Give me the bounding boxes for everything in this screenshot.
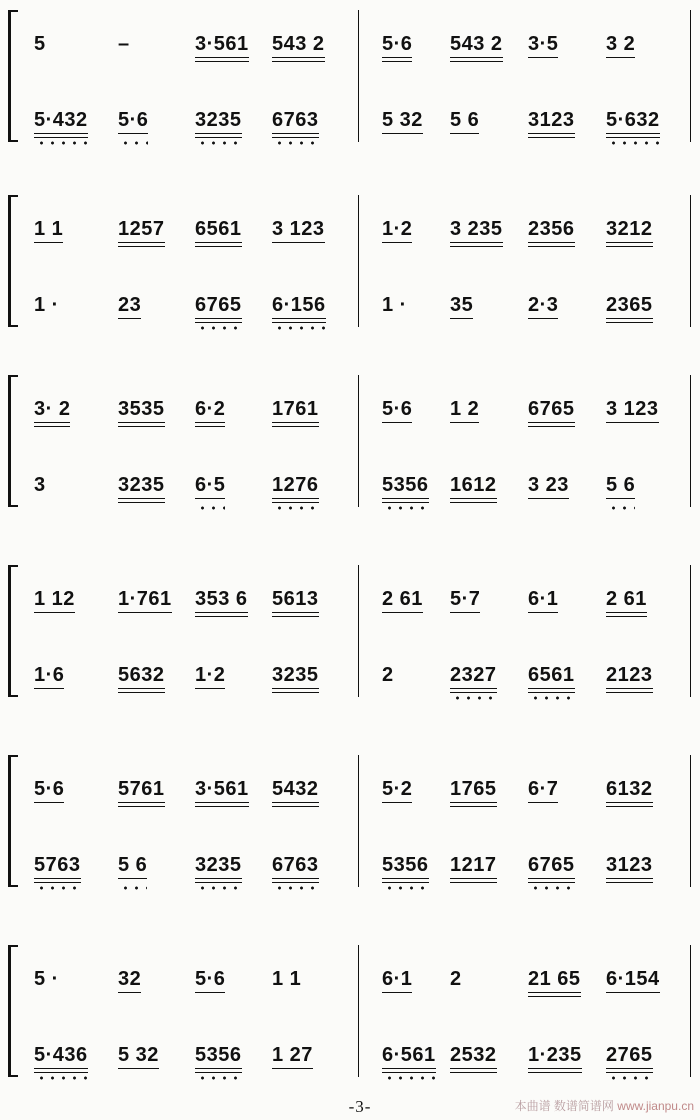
underline (528, 1068, 582, 1069)
note-group: 6765 (195, 291, 242, 319)
note-group: 3235 (195, 851, 242, 879)
note-group: 5356 (195, 1041, 242, 1069)
octave-dots (195, 325, 242, 331)
underline (118, 318, 141, 319)
underline-double (606, 137, 660, 138)
underline-double (118, 426, 165, 427)
underline (195, 878, 242, 879)
note-group: 35 (450, 291, 473, 319)
score-system (0, 565, 700, 697)
octave-dots (118, 140, 148, 146)
note-group: 2765 (606, 1041, 653, 1069)
note-group: 543 2 (450, 30, 503, 58)
note-group: 6·156 (272, 291, 326, 319)
note-group: 1257 (118, 215, 165, 243)
octave-dots (382, 885, 429, 891)
underline (382, 57, 412, 58)
underline (382, 1068, 436, 1069)
underline (450, 878, 497, 879)
note-group: 3 2 (606, 30, 635, 58)
note-group: 3123 (528, 106, 575, 134)
note-group: 5763 (34, 851, 81, 879)
underline-double (272, 692, 319, 693)
note-group: 3·561 (195, 775, 249, 803)
score-system (0, 195, 700, 327)
underline (118, 802, 165, 803)
note-group: 6·5 (195, 471, 225, 499)
note-group: 6·7 (528, 775, 558, 803)
underline-double (528, 692, 575, 693)
note-group: 1·761 (118, 585, 172, 613)
underline (528, 133, 575, 134)
note-group: 2 61 (382, 585, 423, 613)
note-group: 5·6 (382, 30, 412, 58)
underline-double (606, 616, 647, 617)
note-group: 1 1 (272, 968, 302, 990)
note-group: 1 2 (450, 395, 479, 423)
underline (606, 498, 635, 499)
note-group: 6561 (528, 661, 575, 689)
note-group: 1765 (450, 775, 497, 803)
note-group: 1·2 (382, 215, 412, 243)
note-group: 5·2 (382, 775, 412, 803)
page-number: -3- (348, 1097, 372, 1116)
underline (118, 688, 165, 689)
underline (528, 688, 575, 689)
underline (382, 498, 429, 499)
note-group: 1·2 (195, 661, 225, 689)
note-group: 2327 (450, 661, 497, 689)
underline-double (118, 806, 165, 807)
underline (606, 1068, 653, 1069)
note-group: 2 (382, 664, 394, 686)
underline-double (450, 502, 497, 503)
note-group: 6·1 (382, 965, 412, 993)
underline (450, 612, 480, 613)
note-group: 23 (118, 291, 141, 319)
underline-double (382, 1072, 436, 1073)
underline-double (34, 882, 81, 883)
underline (450, 318, 473, 319)
note-group: 1·235 (528, 1041, 582, 1069)
underline (382, 133, 423, 134)
score-system (0, 10, 700, 142)
underline-double (272, 137, 319, 138)
underline (272, 318, 326, 319)
underline-double (606, 246, 653, 247)
note-group: 5 · (34, 968, 59, 990)
underline (528, 422, 575, 423)
underline (34, 1068, 88, 1069)
underline-double (118, 692, 165, 693)
watermark-text: 本曲谱 数谱简谱网 (514, 1099, 614, 1113)
note-group: 5 6 (118, 851, 147, 879)
underline-double (34, 1072, 88, 1073)
underline (195, 242, 242, 243)
octave-dots (118, 885, 147, 891)
note-group: 6132 (606, 775, 653, 803)
underline-double (195, 882, 242, 883)
octave-dots (195, 1075, 242, 1081)
lower-part (0, 661, 700, 691)
note-group: 6765 (528, 395, 575, 423)
underline (195, 688, 225, 689)
note-group: 3 123 (272, 215, 325, 243)
underline (606, 133, 660, 134)
note-group: 5·7 (450, 585, 480, 613)
note-group: 5613 (272, 585, 319, 613)
underline (606, 422, 659, 423)
underline (606, 57, 635, 58)
note-group: 3235 (195, 106, 242, 134)
underline-double (528, 882, 575, 883)
underline-double (34, 426, 70, 427)
note-group: 1 · (382, 294, 407, 316)
underline (118, 133, 148, 134)
octave-dots (382, 1075, 436, 1081)
underline-double (272, 616, 319, 617)
upper-part (0, 775, 700, 805)
upper-part (0, 30, 700, 60)
underline (272, 422, 319, 423)
underline (528, 318, 558, 319)
octave-dots (382, 505, 429, 511)
underline-double (382, 882, 429, 883)
octave-dots (450, 695, 497, 701)
underline (450, 802, 497, 803)
underline-double (528, 1072, 582, 1073)
underline (272, 242, 325, 243)
underline (528, 878, 575, 879)
underline (382, 802, 412, 803)
lower-part (0, 471, 700, 501)
note-group: 1 · (34, 294, 59, 316)
underline (195, 1068, 242, 1069)
underline-double (272, 322, 326, 323)
underline (272, 802, 319, 803)
note-group: 5632 (118, 661, 165, 689)
watermark-url: www.jianpu.cn (617, 1099, 694, 1113)
octave-dots (272, 140, 319, 146)
note-group: 5 6 (450, 106, 479, 134)
underline (382, 422, 412, 423)
underline (528, 498, 569, 499)
underline-double (195, 61, 249, 62)
note-group: 5 32 (118, 1041, 159, 1069)
note-group: 5356 (382, 471, 429, 499)
underline-double (195, 246, 242, 247)
note-group: 3 23 (528, 471, 569, 499)
octave-dots (195, 885, 242, 891)
note-group: 2123 (606, 661, 653, 689)
note-group: 2·3 (528, 291, 558, 319)
underline (272, 498, 319, 499)
note-group: 353 6 (195, 585, 248, 613)
note-group: – (118, 33, 130, 55)
underline (382, 992, 412, 993)
note-group: 5·6 (34, 775, 64, 803)
note-group: 5432 (272, 775, 319, 803)
upper-part (0, 585, 700, 615)
note-group: 3·561 (195, 30, 249, 58)
octave-dots (195, 140, 242, 146)
underline (272, 133, 319, 134)
note-group: 2356 (528, 215, 575, 243)
underline-double (118, 246, 165, 247)
note-group: 1761 (272, 395, 319, 423)
underline-double (272, 502, 319, 503)
note-group: 6·561 (382, 1041, 436, 1069)
underline-double (606, 692, 653, 693)
watermark (515, 1097, 694, 1114)
octave-dots (272, 505, 319, 511)
octave-dots (272, 885, 319, 891)
underline (118, 498, 165, 499)
underline (34, 242, 63, 243)
underline (195, 318, 242, 319)
underline-double (195, 322, 242, 323)
underline-double (450, 692, 497, 693)
underline (272, 57, 325, 58)
note-group: 2 61 (606, 585, 647, 613)
note-group: 1 1 (34, 215, 63, 243)
note-group: 5·6 (195, 965, 225, 993)
note-group: 6561 (195, 215, 242, 243)
underline-double (528, 137, 575, 138)
underline-double (34, 137, 88, 138)
upper-part (0, 395, 700, 425)
underline (34, 612, 75, 613)
note-group: 3535 (118, 395, 165, 423)
note-group: 1612 (450, 471, 497, 499)
underline (118, 878, 147, 879)
underline (118, 612, 172, 613)
underline (606, 688, 653, 689)
underline-double (450, 61, 503, 62)
underline-double (195, 806, 249, 807)
underline (528, 242, 575, 243)
underline (34, 133, 88, 134)
underline (528, 802, 558, 803)
lower-part (0, 291, 700, 321)
underline (450, 57, 503, 58)
note-group: 3 123 (606, 395, 659, 423)
underline (382, 612, 423, 613)
underline (272, 688, 319, 689)
underline (606, 612, 647, 613)
note-group: 3·5 (528, 30, 558, 58)
note-group: 5·6 (118, 106, 148, 134)
underline (606, 318, 653, 319)
note-group: 3235 (272, 661, 319, 689)
underline (450, 688, 497, 689)
octave-dots (606, 140, 660, 146)
note-group: 5·632 (606, 106, 660, 134)
underline-double (606, 322, 653, 323)
underline (606, 878, 653, 879)
note-group: 6763 (272, 851, 319, 879)
note-group: 32 (118, 965, 141, 993)
note-group: 3212 (606, 215, 653, 243)
note-group: 6·2 (195, 395, 225, 423)
underline (450, 1068, 497, 1069)
underline-double (272, 882, 319, 883)
underline-double (528, 996, 581, 997)
note-group: 5·436 (34, 1041, 88, 1069)
underline-double (195, 426, 225, 427)
underline-double (528, 426, 575, 427)
note-group: 1·6 (34, 661, 64, 689)
underline-double (606, 806, 653, 807)
note-group: 1 27 (272, 1041, 313, 1069)
upper-part (0, 965, 700, 995)
note-group: 5 (34, 33, 46, 55)
underline (606, 242, 653, 243)
underline (528, 57, 558, 58)
underline-double (272, 806, 319, 807)
underline-double (382, 502, 429, 503)
underline (118, 422, 165, 423)
underline-double (450, 1072, 497, 1073)
underline-double (272, 61, 325, 62)
note-group: 21 65 (528, 965, 581, 993)
score-system (0, 755, 700, 887)
underline (450, 242, 503, 243)
octave-dots (34, 1075, 88, 1081)
underline (195, 498, 225, 499)
underline (195, 992, 225, 993)
lower-part (0, 851, 700, 881)
underline (118, 992, 141, 993)
note-group: 3 (34, 474, 46, 496)
underline-double (528, 246, 575, 247)
upper-part (0, 215, 700, 245)
note-group: 6765 (528, 851, 575, 879)
underline (118, 1068, 159, 1069)
underline-double (606, 1072, 653, 1073)
underline (195, 422, 225, 423)
underline (528, 612, 558, 613)
underline (34, 422, 70, 423)
underline (272, 1068, 313, 1069)
note-group: 5 6 (606, 471, 635, 499)
underline (450, 133, 479, 134)
octave-dots (528, 695, 575, 701)
octave-dots (195, 505, 225, 511)
note-group: 5 32 (382, 106, 423, 134)
note-group: 5356 (382, 851, 429, 879)
note-group: 2532 (450, 1041, 497, 1069)
lower-part (0, 106, 700, 136)
underline (195, 612, 248, 613)
underline (272, 878, 319, 879)
underline (195, 802, 249, 803)
underline (195, 57, 249, 58)
underline-double (450, 882, 497, 883)
note-group: 3235 (118, 471, 165, 499)
note-group: 5·432 (34, 106, 88, 134)
score-system (0, 945, 700, 1077)
underline (528, 992, 581, 993)
underline-double (195, 137, 242, 138)
note-group: 6763 (272, 106, 319, 134)
underline (606, 802, 653, 803)
underline-double (450, 246, 503, 247)
note-group: 1 12 (34, 585, 75, 613)
underline (382, 878, 429, 879)
underline-double (118, 502, 165, 503)
note-group: 2 (450, 968, 462, 990)
underline (606, 992, 660, 993)
octave-dots (272, 325, 326, 331)
note-group: 6·154 (606, 965, 660, 993)
underline-double (606, 882, 653, 883)
octave-dots (528, 885, 575, 891)
underline-double (195, 616, 248, 617)
underline (382, 242, 412, 243)
underline-double (195, 1072, 242, 1073)
lower-part (0, 1041, 700, 1071)
note-group: 3· 2 (34, 395, 70, 423)
underline-double (450, 806, 497, 807)
note-group: 1217 (450, 851, 497, 879)
octave-dots (606, 505, 635, 511)
octave-dots (606, 1075, 653, 1081)
underline (450, 422, 479, 423)
note-group: 5761 (118, 775, 165, 803)
underline (450, 498, 497, 499)
underline (118, 242, 165, 243)
note-group: 3 235 (450, 215, 503, 243)
underline-double (382, 61, 412, 62)
note-group: 5·6 (382, 395, 412, 423)
underline (34, 878, 81, 879)
score-system (0, 375, 700, 507)
note-group: 3123 (606, 851, 653, 879)
octave-dots (34, 885, 81, 891)
note-group: 2365 (606, 291, 653, 319)
underline (34, 802, 64, 803)
note-group: 543 2 (272, 30, 325, 58)
octave-dots (34, 140, 88, 146)
underline (34, 688, 64, 689)
underline-double (272, 426, 319, 427)
note-group: 6·1 (528, 585, 558, 613)
underline (272, 612, 319, 613)
underline (195, 133, 242, 134)
note-group: 1276 (272, 471, 319, 499)
